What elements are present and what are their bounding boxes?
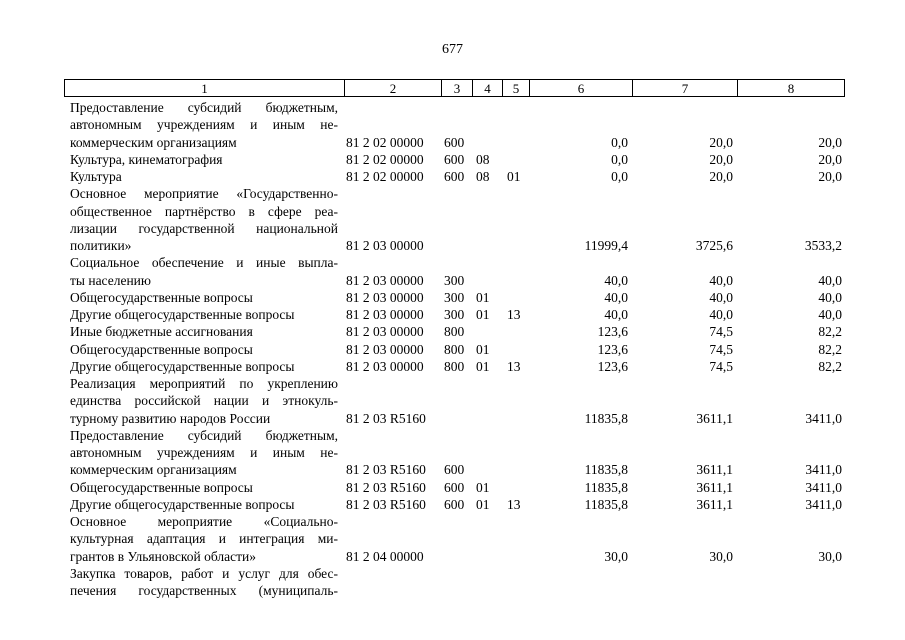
row-value-col7: 3611,1 (696, 462, 733, 478)
row-text: автономным учреждениям и иным не- (70, 117, 338, 133)
table-row (0, 513, 905, 530)
row-text: Культура (70, 169, 122, 184)
row-text: коммерческим организациям (70, 134, 237, 150)
row-value-col6: 0,0 (611, 134, 628, 150)
row-value-col6: 123,6 (597, 341, 628, 357)
row-text: автономным учреждениям и иным не- (70, 445, 338, 460)
row-value-col6: 11835,8 (584, 410, 628, 426)
row-value-col6: 11835,8 (584, 462, 628, 478)
row-text: Предоставление субсидий бюджетным, (70, 427, 338, 443)
table-row (0, 306, 905, 323)
row-text: грантов в Ульяновской области» (70, 548, 256, 564)
row-value-col6: 30,0 (604, 548, 628, 564)
row-col3: 600 (444, 151, 465, 167)
row-value-col6: 0,0 (611, 151, 628, 167)
row-text: политики» (70, 238, 132, 253)
row-value-col7: 74,5 (709, 341, 733, 357)
header-col-2: 2 (344, 79, 441, 97)
row-text: турному развитию народов России (70, 410, 271, 426)
row-value-col7: 3725,6 (695, 238, 733, 253)
row-text: печения государственных (муниципаль- (70, 583, 338, 598)
row-value-col7: 40,0 (709, 272, 733, 288)
row-col5: 13 (507, 307, 521, 322)
table-row (0, 220, 905, 237)
row-value-col7: 74,5 (709, 358, 733, 374)
table-row (0, 272, 905, 289)
row-col3: 600 (444, 479, 465, 495)
row-value-col6: 40,0 (604, 272, 628, 288)
row-value-col7: 40,0 (709, 289, 733, 305)
row-col4: 08 (476, 169, 490, 184)
row-col3: 600 (444, 496, 465, 512)
table-row (0, 496, 905, 513)
row-text: Реализация мероприятий по укреплению (70, 376, 338, 391)
row-value-col8: 20,0 (818, 134, 842, 150)
row-code: 81 2 03 00000 (346, 307, 424, 322)
table-row (0, 548, 905, 565)
row-col5: 13 (507, 496, 521, 512)
row-value-col6: 40,0 (604, 307, 628, 322)
table-row (0, 461, 905, 478)
row-text: Иные бюджетные ассигнования (70, 324, 253, 340)
row-col3: 300 (444, 272, 465, 288)
row-text: Культура, кинематография (70, 151, 223, 167)
header-col-5: 5 (502, 79, 529, 97)
row-col4: 01 (476, 358, 490, 374)
row-value-col8: 3411,0 (805, 496, 842, 512)
row-code: 81 2 03 00000 (346, 324, 424, 340)
row-code: 81 2 04 00000 (346, 548, 424, 564)
row-text: Предоставление субсидий бюджетным, (70, 100, 338, 115)
row-col4: 01 (476, 341, 490, 357)
row-code: 81 2 02 00000 (346, 134, 424, 150)
table-row (0, 134, 905, 151)
row-text: Общегосударственные вопросы (70, 289, 253, 305)
row-value-col6: 11835,8 (584, 479, 628, 495)
row-value-col7: 3611,1 (696, 410, 733, 426)
row-text: общественное партнёрство в сфере реа- (70, 203, 338, 219)
row-value-col7: 20,0 (709, 169, 733, 184)
row-col5: 01 (507, 169, 521, 184)
header-col-4: 4 (472, 79, 502, 97)
row-text: ты населению (70, 272, 151, 288)
row-value-col8: 3533,2 (804, 238, 842, 253)
row-value-col8: 40,0 (818, 289, 842, 305)
table-row (0, 99, 905, 116)
row-col3: 800 (444, 358, 465, 374)
row-col3: 600 (444, 134, 465, 150)
table-row (0, 151, 905, 168)
row-col3: 800 (444, 324, 465, 340)
row-col4: 01 (476, 289, 490, 305)
table-row (0, 444, 905, 461)
header-col-1: 1 (64, 79, 344, 97)
table-row (0, 358, 905, 375)
table-row (0, 323, 905, 340)
row-value-col7: 30,0 (709, 548, 733, 564)
row-col3: 600 (444, 169, 465, 184)
row-text: коммерческим организациям (70, 462, 237, 478)
table-row (0, 168, 905, 185)
row-value-col6: 11835,8 (584, 496, 628, 512)
row-text: Основное мероприятие «Государственно- (70, 186, 338, 202)
row-text: лизации государственной национальной (70, 220, 338, 236)
row-col5: 13 (507, 358, 521, 374)
row-value-col7: 20,0 (709, 134, 733, 150)
row-col4: 08 (476, 151, 490, 167)
row-value-col8: 3411,0 (805, 479, 842, 495)
row-code: 81 2 03 R5160 (346, 462, 426, 478)
row-code: 81 2 03 00000 (346, 238, 424, 253)
table-row (0, 427, 905, 444)
row-value-col7: 3611,1 (696, 479, 733, 495)
row-value-col8: 40,0 (818, 307, 842, 322)
row-value-col6: 40,0 (604, 289, 628, 305)
row-col4: 01 (476, 496, 490, 512)
header-col-8: 8 (737, 79, 845, 97)
table-row (0, 116, 905, 133)
table-row (0, 479, 905, 496)
row-value-col8: 82,2 (818, 324, 842, 340)
row-value-col8: 20,0 (818, 169, 842, 184)
row-text: единства российской нации и этнокуль- (70, 393, 338, 409)
row-value-col7: 40,0 (709, 307, 733, 322)
table-row (0, 185, 905, 202)
row-text: культурная адаптация и интеграция ми- (70, 531, 338, 547)
row-text: Другие общегосударственные вопросы (70, 358, 295, 374)
row-code: 81 2 02 00000 (346, 169, 424, 184)
table-row (0, 375, 905, 392)
row-col4: 01 (476, 307, 490, 322)
row-value-col7: 3611,1 (696, 496, 733, 512)
page-number: 677 (442, 42, 463, 57)
row-value-col8: 82,2 (818, 341, 842, 357)
row-value-col8: 82,2 (818, 358, 842, 374)
row-value-col8: 30,0 (818, 548, 842, 564)
row-code: 81 2 03 R5160 (346, 410, 426, 426)
row-text: Общегосударственные вопросы (70, 479, 253, 495)
row-col3: 300 (444, 289, 465, 305)
table-row (0, 237, 905, 254)
row-code: 81 2 03 00000 (346, 289, 424, 305)
row-text: Основное мероприятие «Социально- (70, 514, 338, 529)
table-row (0, 203, 905, 220)
row-text: Общегосударственные вопросы (70, 341, 253, 357)
header-col-7: 7 (632, 79, 737, 97)
table-row (0, 410, 905, 427)
table-row (0, 392, 905, 409)
row-col3: 800 (444, 341, 465, 357)
header-col-6: 6 (529, 79, 632, 97)
row-code: 81 2 02 00000 (346, 151, 424, 167)
row-code: 81 2 03 R5160 (346, 479, 426, 495)
row-value-col6: 123,6 (597, 358, 628, 374)
table-row (0, 530, 905, 547)
table-row (0, 289, 905, 306)
row-value-col7: 74,5 (709, 324, 733, 340)
row-col4: 01 (476, 479, 490, 495)
table-header (64, 79, 845, 98)
row-value-col8: 40,0 (818, 272, 842, 288)
row-value-col7: 20,0 (709, 151, 733, 167)
row-text: Социальное обеспечение и иные выпла- (70, 255, 338, 271)
row-value-col6: 0,0 (611, 169, 628, 184)
table-row (0, 254, 905, 271)
table-row (0, 582, 905, 599)
row-text: Другие общегосударственные вопросы (70, 496, 295, 512)
row-code: 81 2 03 R5160 (346, 496, 426, 512)
row-code: 81 2 03 00000 (346, 272, 424, 288)
row-col3: 300 (444, 307, 465, 322)
row-col3: 600 (444, 462, 465, 478)
row-code: 81 2 03 00000 (346, 341, 424, 357)
row-value-col8: 20,0 (818, 151, 842, 167)
row-value-col8: 3411,0 (805, 410, 842, 426)
row-text: Закупка товаров, работ и услуг для обес- (70, 565, 338, 581)
header-col-3: 3 (441, 79, 472, 97)
row-value-col6: 123,6 (597, 324, 628, 340)
row-value-col6: 11999,4 (584, 238, 628, 253)
row-text: Другие общегосударственные вопросы (70, 307, 295, 322)
table-row (0, 565, 905, 582)
table-row (0, 341, 905, 358)
row-value-col8: 3411,0 (805, 462, 842, 478)
row-code: 81 2 03 00000 (346, 358, 424, 374)
